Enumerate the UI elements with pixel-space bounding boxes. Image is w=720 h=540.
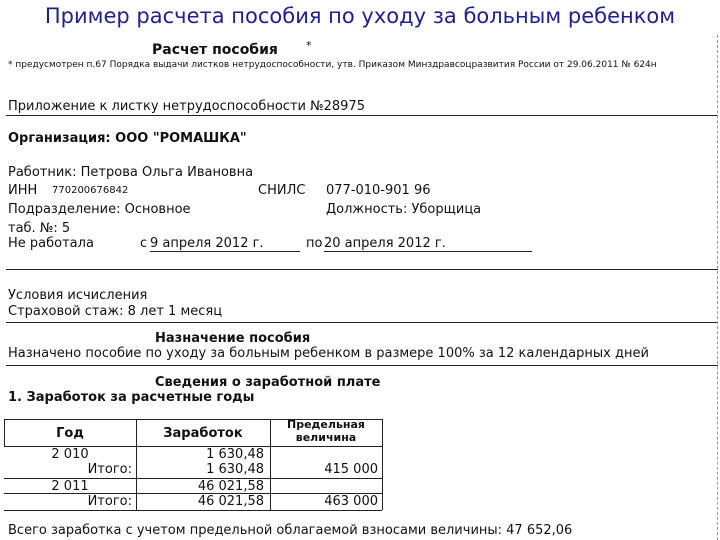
snils-label: СНИЛС: [258, 183, 306, 198]
table-row-limit: 415 000: [324, 462, 378, 477]
column-header-year: Год: [56, 426, 84, 441]
assignment-text: Назначено пособие по уходу за больным ребенком в размере 100% за 12 календарных дней: [8, 346, 649, 361]
slide-title: Пример расчета пособия по уходу за больным ребенком: [44, 4, 676, 28]
column-header-limit-line2: величина: [295, 431, 357, 444]
conditions-label: Условия исчисления: [8, 288, 148, 303]
from-date: 9 апреля 2012 г.: [150, 236, 300, 252]
organization: Организация: ООО "РОМАШКА": [8, 131, 247, 146]
table-row-year: Итого:: [87, 494, 132, 509]
from-label: с: [140, 236, 148, 251]
total-earnings: Всего заработка с учетом предельной облагаемой взносами величины: 47 652,06: [8, 523, 573, 538]
footnote: * предусмотрен п.67 Порядка выдачи листков нетрудоспособности, утв. Приказом Минздравсоцразвития России от 29.06.2011 № 624н: [8, 60, 657, 70]
column-header-earnings: Заработок: [163, 426, 243, 441]
not-worked-label: Не работала: [8, 236, 94, 251]
to-label: по: [306, 236, 323, 251]
table-row-year: Итого:: [87, 462, 132, 477]
snils-value: 077-010-901 96: [326, 183, 431, 198]
table-row-year: 2 011: [51, 479, 89, 494]
insurance-experience: Страховой стаж: 8 лет 1 месяц: [8, 304, 223, 319]
divider: [6, 115, 718, 116]
column-header-limit: [270, 418, 382, 444]
document-page: [0, 35, 720, 540]
table-row-year: 2 010: [51, 447, 89, 462]
table-border: [382, 419, 383, 510]
department: Подразделение: Основное: [8, 202, 191, 217]
salary-heading: Сведения о заработной плате: [155, 375, 381, 390]
title-footnote-marker: *: [306, 39, 312, 52]
employee-name: Работник: Петрова Ольга Ивановна: [8, 165, 254, 180]
inn-value: 770200676842: [52, 185, 129, 196]
assignment-heading: Назначение пособия: [155, 331, 311, 346]
divider: [6, 269, 718, 270]
appendix-line: Приложение к листку нетрудоспособности №28975: [8, 99, 365, 114]
column-header-limit-line1: Предельная: [287, 418, 365, 431]
tab-number: таб. №: 5: [8, 221, 71, 236]
inn-label: ИНН: [8, 183, 38, 198]
table-row-limit: 463 000: [324, 494, 378, 509]
divider: [6, 322, 718, 323]
divider: [6, 365, 718, 366]
table-row-earnings: 46 021,58: [197, 479, 264, 494]
table-row-earnings: 1 630,48: [206, 462, 264, 477]
to-date: 20 апреля 2012 г.: [324, 236, 532, 252]
page-edge: [717, 35, 718, 540]
position: Должность: Уборщица: [326, 202, 482, 217]
section-heading: 1. Заработок за расчетные годы: [8, 390, 255, 405]
table-row-earnings: 1 630,48: [206, 447, 264, 462]
table-border: [4, 510, 382, 511]
document-title: Расчет пособия: [152, 42, 278, 58]
table-row-earnings: 46 021,58: [197, 494, 264, 509]
